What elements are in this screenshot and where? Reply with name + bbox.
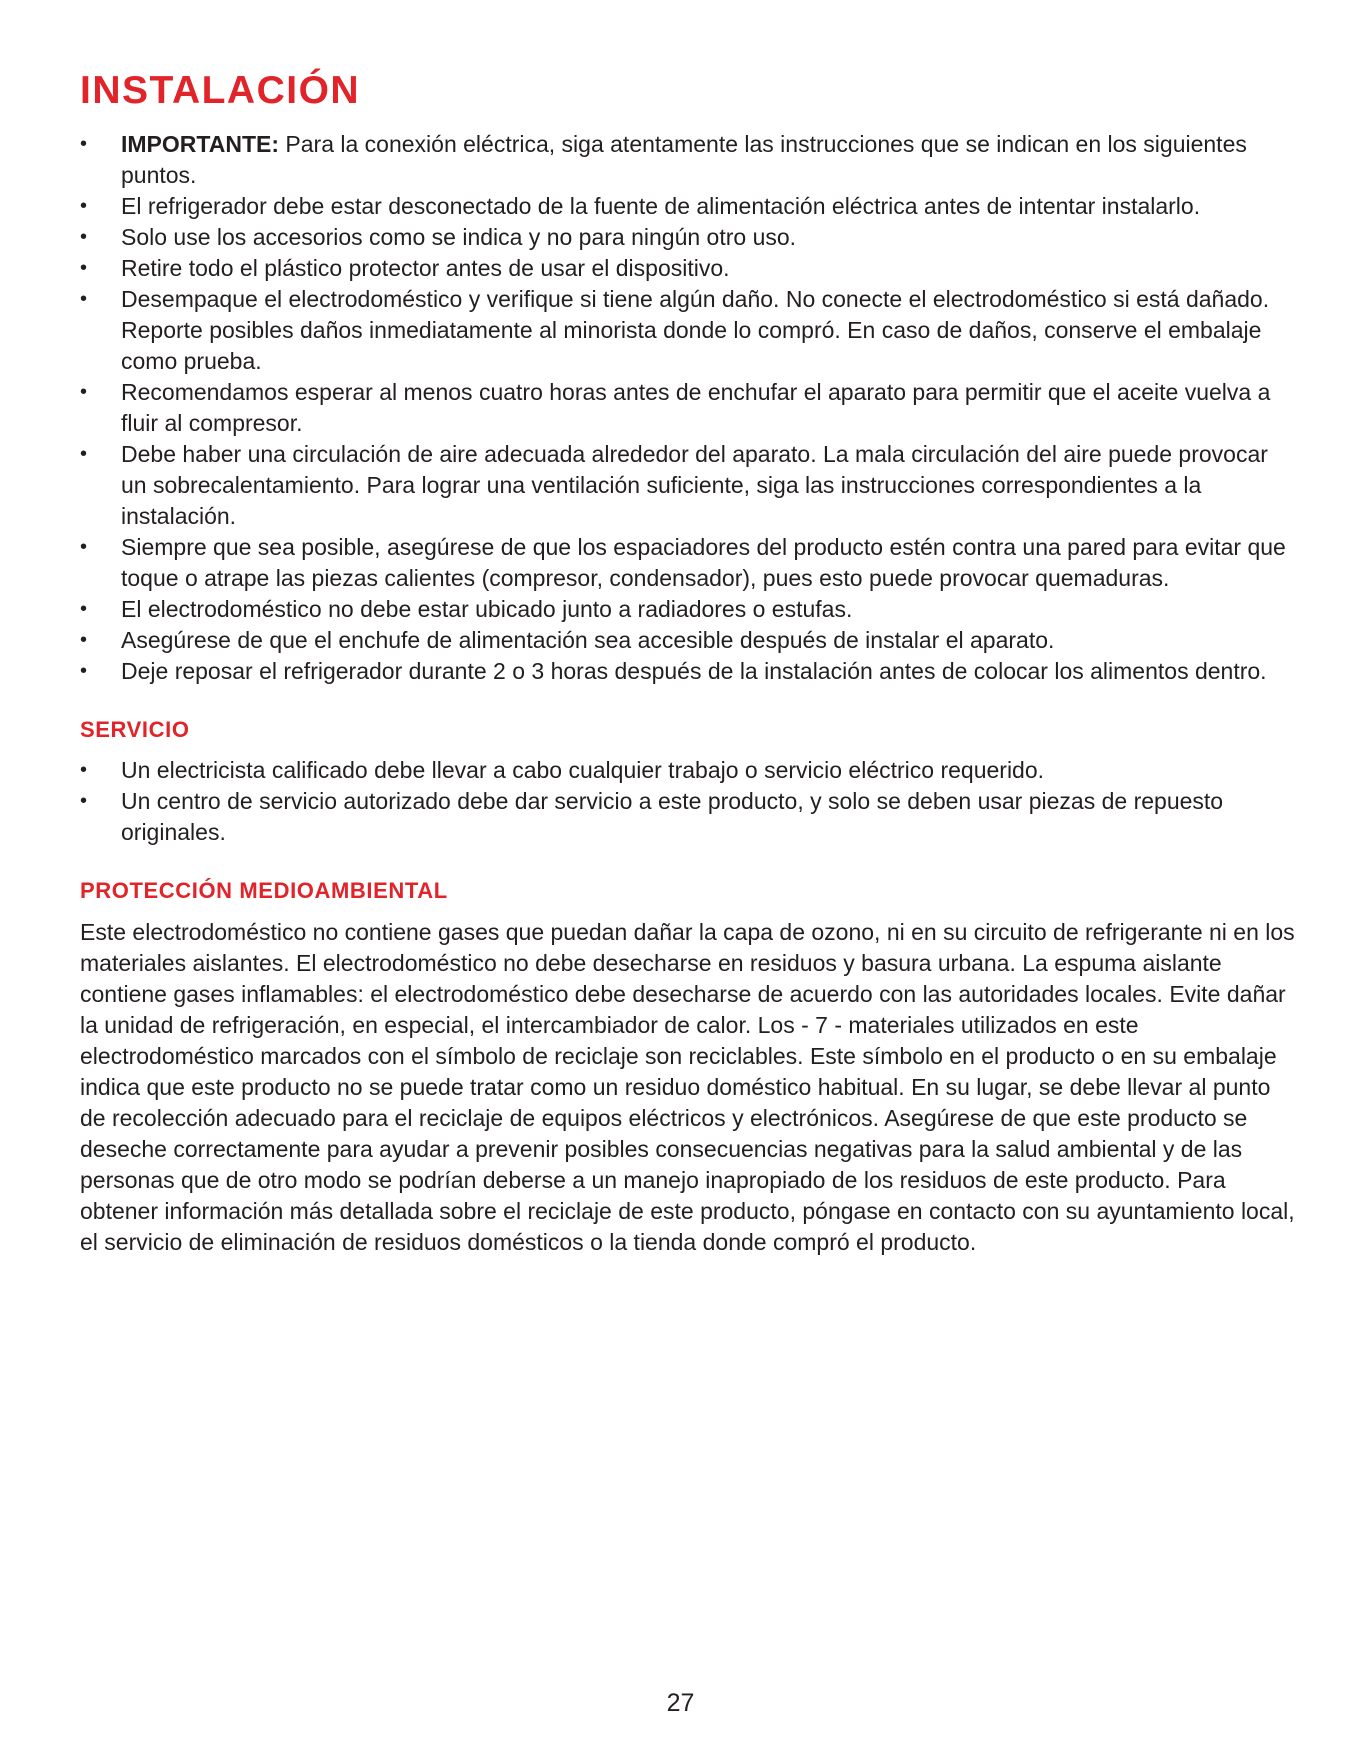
environment-heading: PROTECCIÓN MEDIOAMBIENTAL (80, 878, 448, 904)
list-item: • Asegúrese de que el enchufe de alimentación sea accesible después de instalar el aparato. (80, 625, 1295, 656)
list-item: • Siempre que sea posible, asegúrese de que los espaciadores del producto estén contra una pared para evitar que toque o atrape las piezas calientes (compresor, condensador), pues esto puede provocar quemaduras. (80, 532, 1295, 594)
list-item: • Debe haber una circulación de aire adecuada alrededor del aparato. La mala circulación del aire puede provocar un sobrecalentamiento. Para lograr una ventilación suficiente, siga las instrucciones correspondientes a la instalación. (80, 439, 1295, 532)
list-item-text: Para la conexión eléctrica, siga atentamente las instrucciones que se indican en los siguientes puntos. (121, 130, 1247, 188)
section-spacer (80, 687, 1295, 717)
installation-heading: INSTALACIÓN (80, 69, 361, 112)
list-item: • Deje reposar el refrigerador durante 2 o 3 horas después de la instalación antes de colocar los alimentos dentro. (80, 656, 1295, 687)
list-item: • Solo use los accesorios como se indica y no para ningún otro uso. (80, 222, 1295, 253)
list-item: • Un centro de servicio autorizado debe dar servicio a este producto, y solo se deben usar piezas de repuesto originales. (80, 786, 1295, 848)
list-item (80, 129, 1295, 191)
service-list (80, 755, 1295, 848)
page-number: 27 (666, 1689, 695, 1717)
list-item: • El electrodoméstico no debe estar ubicado junto a radiadores o estufas. (80, 594, 1295, 625)
list-item: • Desempaque el electrodoméstico y verifique si tiene algún daño. No conecte el electrodoméstico si está dañado. Reporte posibles daños inmediatamente al minorista donde lo compró. En caso de daños, conserve el embalaje como prueba. (80, 284, 1295, 377)
manual-page (80, 70, 1295, 1258)
installation-list (80, 129, 1295, 687)
list-item: • Retire todo el plástico protector antes de usar el dispositivo. (80, 253, 1295, 284)
list-item: • Recomendamos esperar al menos cuatro horas antes de enchufar el aparato para permitir que el aceite vuelva a fluir al compresor. (80, 377, 1295, 439)
important-label: IMPORTANTE: (121, 130, 280, 157)
list-item: • El refrigerador debe estar desconectado de la fuente de alimentación eléctrica antes de intentar instalarlo. (80, 191, 1295, 222)
list-item: • Un electricista calificado debe llevar a cabo cualquier trabajo o servicio eléctrico requerido. (80, 755, 1295, 786)
section-spacer (80, 848, 1295, 878)
service-heading: SERVICIO (80, 716, 190, 742)
environment-paragraph: Este electrodoméstico no contiene gases que puedan dañar la capa de ozono, ni en su circuito de refrigerante ni en los materiales aislantes. El electrodoméstico no debe desecharse en residuos y basura urbana. La espuma aislante contiene gases inflamables: el electrodoméstico debe desecharse de acuerdo con las autoridades locales. Evite dañar la unidad de refrigeración, en especial, el intercambiador de calor. Los - 7 - materiales utilizados en este electrodoméstico marcados con el símbolo de reciclaje son reciclables. Este símbolo en el producto o en su embalaje indica que este producto no se puede tratar como un residuo doméstico habitual. En su lugar, se debe llevar al punto de recolección adecuado para el reciclaje de equipos eléctricos y electrónicos. Asegúrese de que este producto se deseche correctamente para ayudar a prevenir posibles consecuencias negativas para la salud ambiental y de las personas que de otro modo se podrían deberse a un manejo inapropiado de los residuos de este producto. Para obtener información más detallada sobre el reciclaje de este producto, póngase en contacto con su ayuntamiento local, el servicio de eliminación de residuos domésticos o la tienda donde compró el producto. (80, 918, 1295, 1255)
